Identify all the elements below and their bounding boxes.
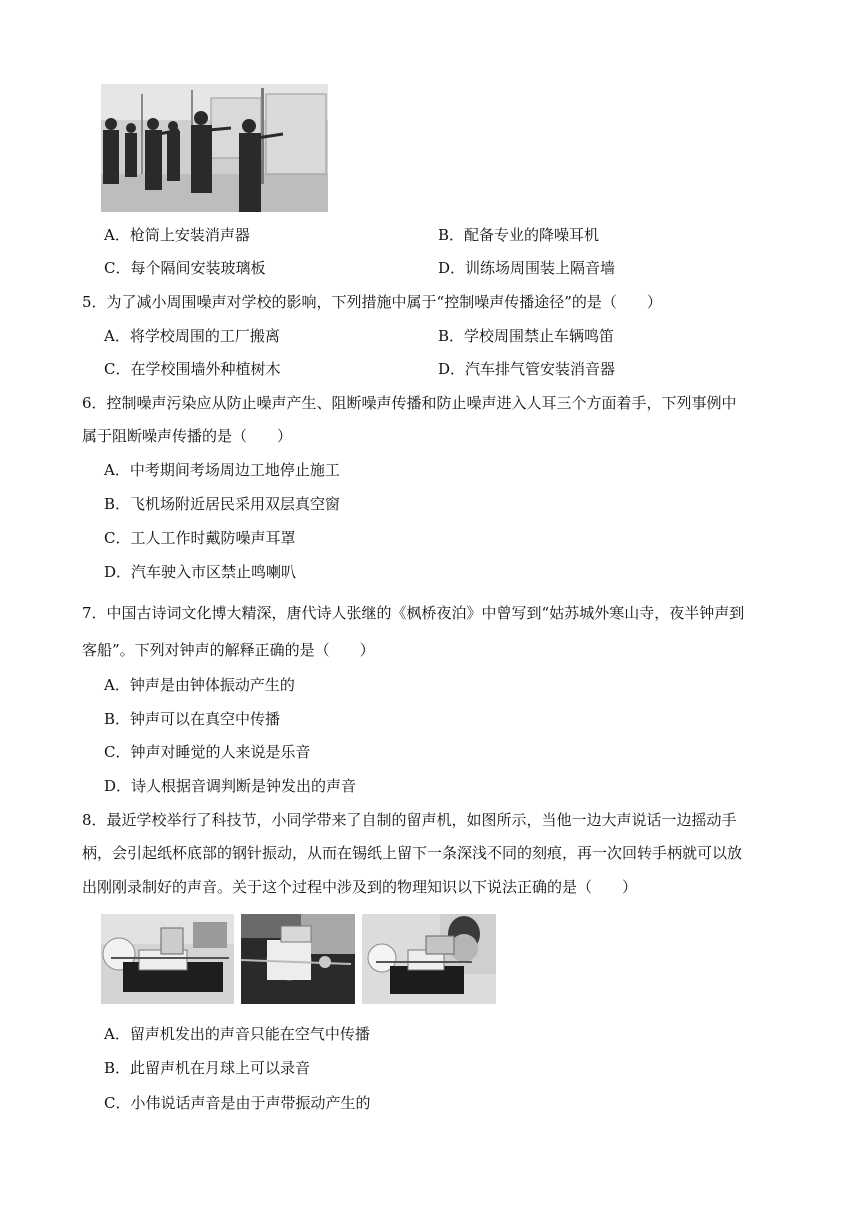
q7-option-d: D．诗人根据音调判断是钟发出的声音 bbox=[104, 777, 357, 795]
q8-option-a: A．留声机发出的声音只能在空气中传播 bbox=[104, 1025, 370, 1043]
phonograph-photo-1 bbox=[101, 914, 234, 1004]
q5-option-c: C．在学校围墙外种植树木 bbox=[104, 360, 281, 378]
q6-option-c: C．工人工作时戴防噪声耳罩 bbox=[104, 529, 296, 547]
shooting-range-photo bbox=[101, 84, 328, 212]
q6-option-a: A．中考期间考场周边工地停止施工 bbox=[104, 461, 340, 479]
q7-option-a: A．钟声是由钟体振动产生的 bbox=[104, 676, 295, 694]
q5-option-b: B．学校周围禁止车辆鸣笛 bbox=[438, 327, 615, 345]
q6-option-d: D．汽车驶入市区禁止鸣喇叭 bbox=[104, 563, 297, 581]
q4-option-a: A．枪筒上安装消声器 bbox=[104, 226, 250, 244]
q7-stem-line1: 7．中国古诗词文化博大精深，唐代诗人张继的《枫桥夜泊》中曾写到“姑苏城外寒山寺，夜半钟声到 bbox=[82, 604, 745, 622]
q4-option-d: D．训练场周围装上隔音墙 bbox=[438, 259, 616, 277]
q6-stem-line1: 6．控制噪声污染应从防止噪声产生、阻断噪声传播和防止噪声进入人耳三个方面着手，下列事例中 bbox=[82, 394, 737, 412]
q7-option-c: C．钟声对睡觉的人来说是乐音 bbox=[104, 743, 311, 761]
q5-option-a: A．将学校周围的工厂搬离 bbox=[104, 327, 280, 345]
q7-option-b: B．钟声可以在真空中传播 bbox=[104, 710, 281, 728]
q8-stem-line2: 柄，会引起纸杯底部的钢针振动，从而在锡纸上留下一条深浅不同的刻痕，再一次回转手柄就可以放 bbox=[82, 844, 743, 862]
q8-stem-line1: 8．最近学校举行了科技节，小同学带来了自制的留声机，如图所示，当他一边大声说话一边摇动手 bbox=[82, 811, 737, 829]
q4-option-c: C．每个隔间安装玻璃板 bbox=[104, 259, 266, 277]
q8-option-c: C．小伟说话声音是由于声带振动产生的 bbox=[104, 1094, 371, 1112]
q4-option-b: B．配备专业的降噪耳机 bbox=[438, 226, 600, 244]
phonograph-photo-3 bbox=[362, 914, 496, 1004]
q5-option-d: D．汽车排气管安装消音器 bbox=[438, 360, 616, 378]
q5-stem: 5．为了减小周围噪声对学校的影响，下列措施中属于“控制噪声传播途径”的是（ ） bbox=[82, 293, 662, 311]
q7-stem-line2: 客船”。下列对钟声的解释正确的是（ ） bbox=[82, 641, 375, 659]
q8-option-b: B．此留声机在月球上可以录音 bbox=[104, 1059, 311, 1077]
q8-stem-line3: 出刚刚录制好的声音。关于这个过程中涉及到的物理知识以下说法正确的是（ ） bbox=[82, 878, 638, 896]
q6-stem-line2: 属于阻断噪声传播的是（ ） bbox=[82, 427, 293, 445]
q6-option-b: B．飞机场附近居民采用双层真空窗 bbox=[104, 495, 341, 513]
phonograph-photo-2 bbox=[241, 914, 355, 1004]
